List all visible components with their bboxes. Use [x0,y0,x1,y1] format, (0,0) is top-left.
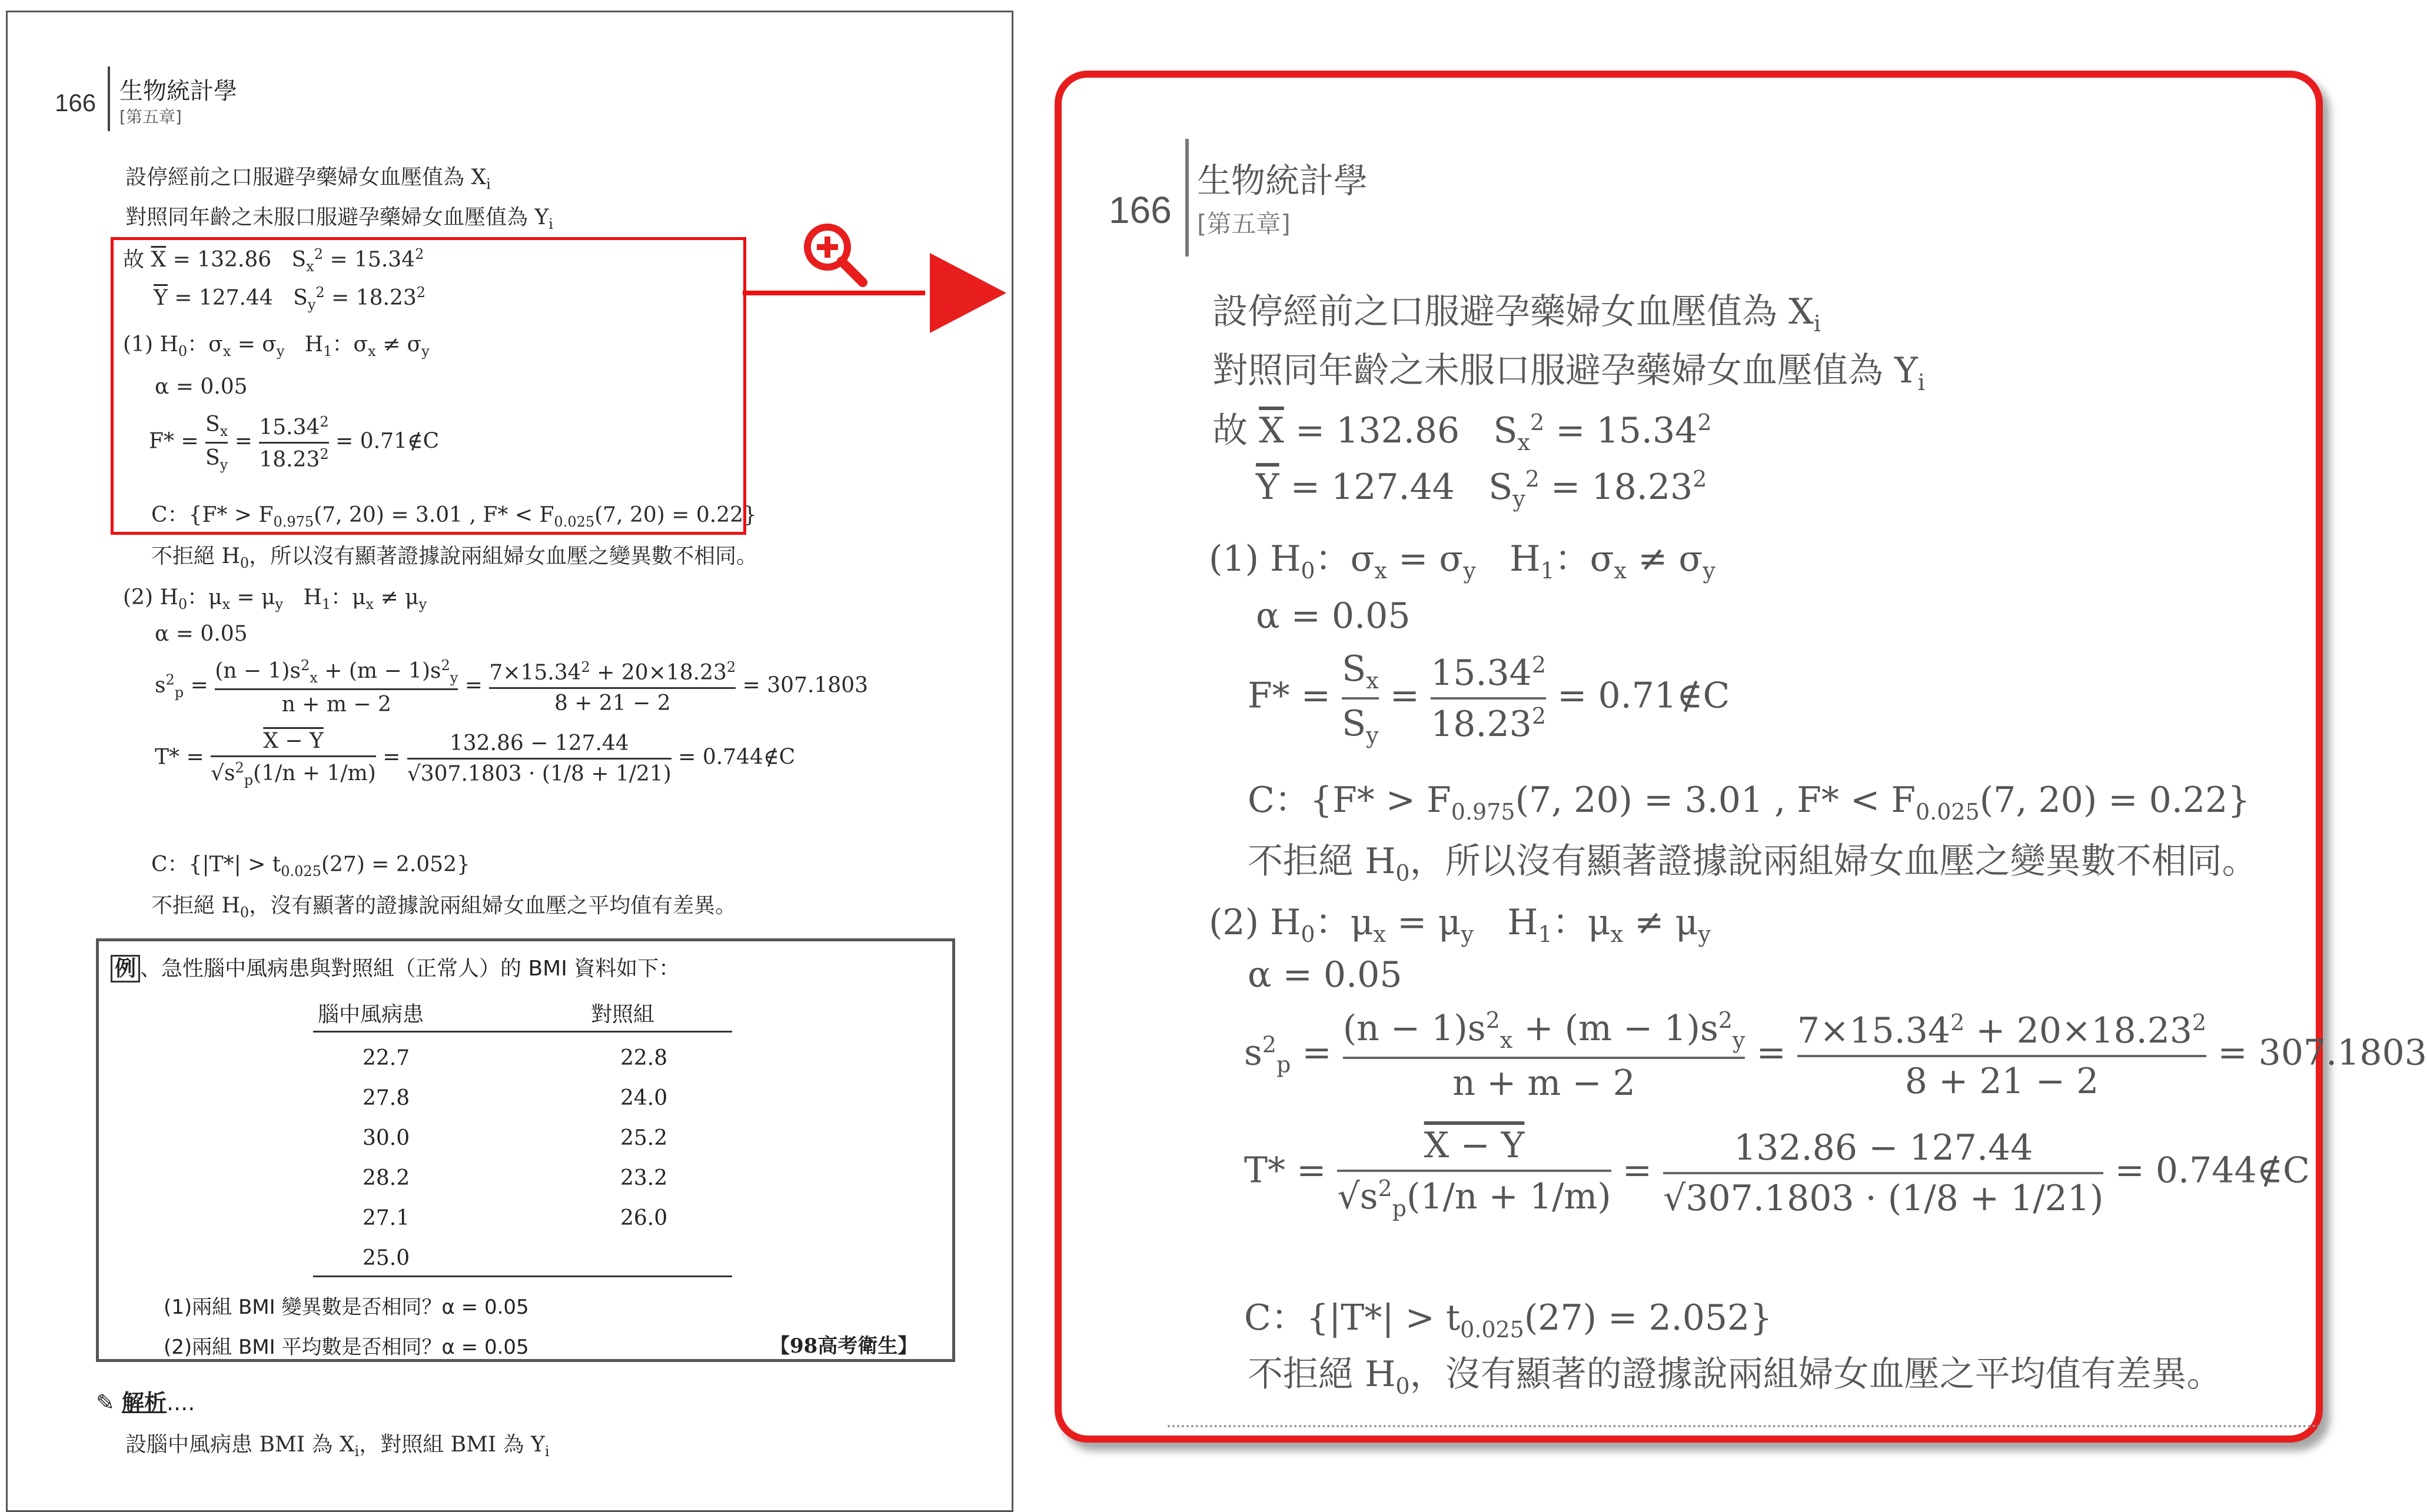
zoom-line-13: T* = $\frac{X - Y}{√s^2_p(1/n + 1/m)}$ = $\frac{132.86 - 127.44}{√307.1803 \cdot (1/8 + 1/21)}$ = 0.744∉C [1244,1125,2310,1221]
example-badge: 例 [111,955,140,983]
zoom-cut-edge [1168,1425,2321,1427]
example-title: 例 、急性腦中風病患與對照組（正常人）的 BMI 資料如下： [111,952,680,982]
line-3: 故 $\overline{X} = 132.86$ $S_x^2 = 15.34^2$ [123,246,424,275]
zoom-line-4: $\overline{Y} = 127.44$ $S_y^2 = 18.23^2$ [1256,466,1707,512]
line-1: 設停經前之口服避孕藥婦女血壓值為 $X_i$ [125,165,491,193]
column-header-patients: 腦中風病患 [318,1003,424,1027]
line-4: $\overline{Y} = 127.44$ $S_y^2 = 18.23^2$ [154,284,426,314]
line-15: 不拒絕 $H_0$，沒有顯著的證據說兩組婦女血壓之平均值有差異。 [151,894,737,921]
zoom-line-12: $s^2_p$ = $\frac{(n - 1)s^2_x + (m - 1)s^2_y}{n + m - 2}$ = $\frac{7\times 15.34^2 + 20\times 18.23^2}{8 + 21 - 2}$ = 307.1803 [1244,1007,2427,1104]
zoom-line-3: 故 $\overline{X} = 132.86$ $S_x^2 = 15.34^2$ [1212,409,1712,455]
question-1: (1)兩組 BMI 變異數是否相同？α = 0.05 [164,1295,529,1319]
zoom-line-15: 不拒絕 $H_0$，沒有顯著的證據說兩組婦女血壓之平均值有差異。 [1248,1354,2222,1399]
line-5: (1) $H_0$：$\sigma_x = \sigma_y$ $H_1$：$\sigma_x \ne \sigma_y$ [123,332,430,360]
column-header-control: 對照組 [591,1003,655,1027]
line-8: C：{$F* > F_{0.975}(7$, 20) = 3.01 , $F* < F_{0.025}(7$, 20) = 0.22} [151,503,757,531]
arrow-shaft [743,291,925,295]
line-14: C：$\{|T*| > t_{0.025}(27) = 2.052\}$ [151,852,470,880]
bmi-cell-patient: 25.0 [363,1246,410,1270]
source-tag: 【98高考衛生】 [770,1334,918,1358]
bmi-cell-control: 26.0 [620,1206,668,1230]
bmi-cell-control: 23.2 [620,1166,668,1190]
bmi-cell-control: 22.8 [620,1046,668,1070]
zoom-line-11: α = 0.05 [1248,954,1402,995]
table-header-rule [313,1031,732,1033]
chapter-label: [第五章] [119,107,182,126]
zoom-header-divider [1185,139,1189,257]
zoom-line-14: C：$\{|T*| > t_{0.025}(27) = 2.052\}$ [1244,1297,1773,1343]
zoom-line-8: C：{$F* > F_{0.975}(7$, 20) = 3.01 , $F* < F_{0.025}(7$, 20) = 0.22} [1248,780,2250,825]
solution-line: 設腦中風病患 BMI 為 $X_i$，對照組 BMI 為 $Y_i$ [125,1433,550,1460]
zoom-line-1: 設停經前之口服避孕藥婦女血壓值為 $X_i$ [1212,291,1821,337]
zoom-in-icon [799,219,870,289]
bmi-cell-patient: 22.7 [363,1046,410,1070]
line-9: 不拒絕 $H_0$，所以沒有顯著證據說兩組婦女血壓之變異數不相同。 [151,544,758,572]
zoom-line-9: 不拒絕 $H_0$，所以沒有顯著證據說兩組婦女血壓之變異數不相同。 [1248,841,2258,886]
zoom-book-title: 生物統計學 [1197,161,1368,201]
page-number: 166 [55,89,97,116]
bmi-cell-patient: 30.0 [363,1126,410,1150]
zoomed-excerpt-panel [1055,71,2427,1443]
zoom-highlight-box [111,237,746,535]
example-box [96,938,955,1362]
line-10: (2) $H_0$：$\mu_x = \mu_y$ $H_1$：$\mu_x \ne \mu_y$ [123,585,427,613]
zoom-line-7: F* = $\frac{S_x}{S_y}$ = $\frac{15.34^2}{18.23^2}$ = 0.71∉C [1248,648,1730,748]
line-2: 對照同年齡之未服口服避孕藥婦女血壓值為 $Y_i$ [125,205,553,233]
pencil-icon: ✎ [96,1390,115,1416]
line-6: α = 0.05 [155,375,248,399]
arrow-right-icon [918,247,1012,341]
solution-heading: ✎ 解析.... [96,1390,195,1416]
line-13: T* = $\frac{X - Y}{√s^2_p(1/n + 1/m)}$ = $\frac{132.86 - 127.44}{√307.1803 \cdot (1/8 + 1/21)}$ = 0.744∉C [155,729,796,789]
zoom-line-5: (1) $H_0$：$\sigma_x = \sigma_y$ $H_1$：$\sigma_x \ne \sigma_y$ [1209,538,1715,584]
header-divider [108,66,110,131]
bmi-cell-control: 25.2 [620,1126,668,1150]
zoom-line-6: α = 0.05 [1256,595,1411,637]
bmi-cell-patient: 27.1 [363,1206,410,1230]
zoom-page-number: 166 [1109,189,1172,231]
bmi-cell-patient: 28.2 [363,1166,410,1190]
table-bottom-rule [313,1275,732,1277]
bmi-cell-control: 24.0 [620,1086,668,1110]
bmi-cell-patient: 27.8 [363,1086,410,1110]
line-12: $s^2_p$ = $\frac{(n - 1)s^2_x + (m - 1)s^2_y}{n + m - 2}$ = $\frac{7\times 15.34^2 + 20\times 18.23^2}{8 + 21 - 2}$ = 307.1803 [155,657,869,717]
zoom-chapter-label: [第五章] [1197,209,1291,238]
zoom-line-2: 對照同年齡之未服口服避孕藥婦女血壓值為 $Y_i$ [1212,350,1925,395]
book-title: 生物統計學 [119,78,237,105]
question-2: (2)兩組 BMI 平均數是否相同？α = 0.05 [164,1336,529,1359]
zoom-line-10: (2) $H_0$：$\mu_x = \mu_y$ $H_1$：$\mu_x \ne \mu_y$ [1209,902,1711,947]
line-11: α = 0.05 [155,622,248,646]
line-7: F* = $\frac{S_x}{S_y}$ = $\frac{15.34^2}{18.23^2}$ = 0.71∉C [149,412,440,474]
